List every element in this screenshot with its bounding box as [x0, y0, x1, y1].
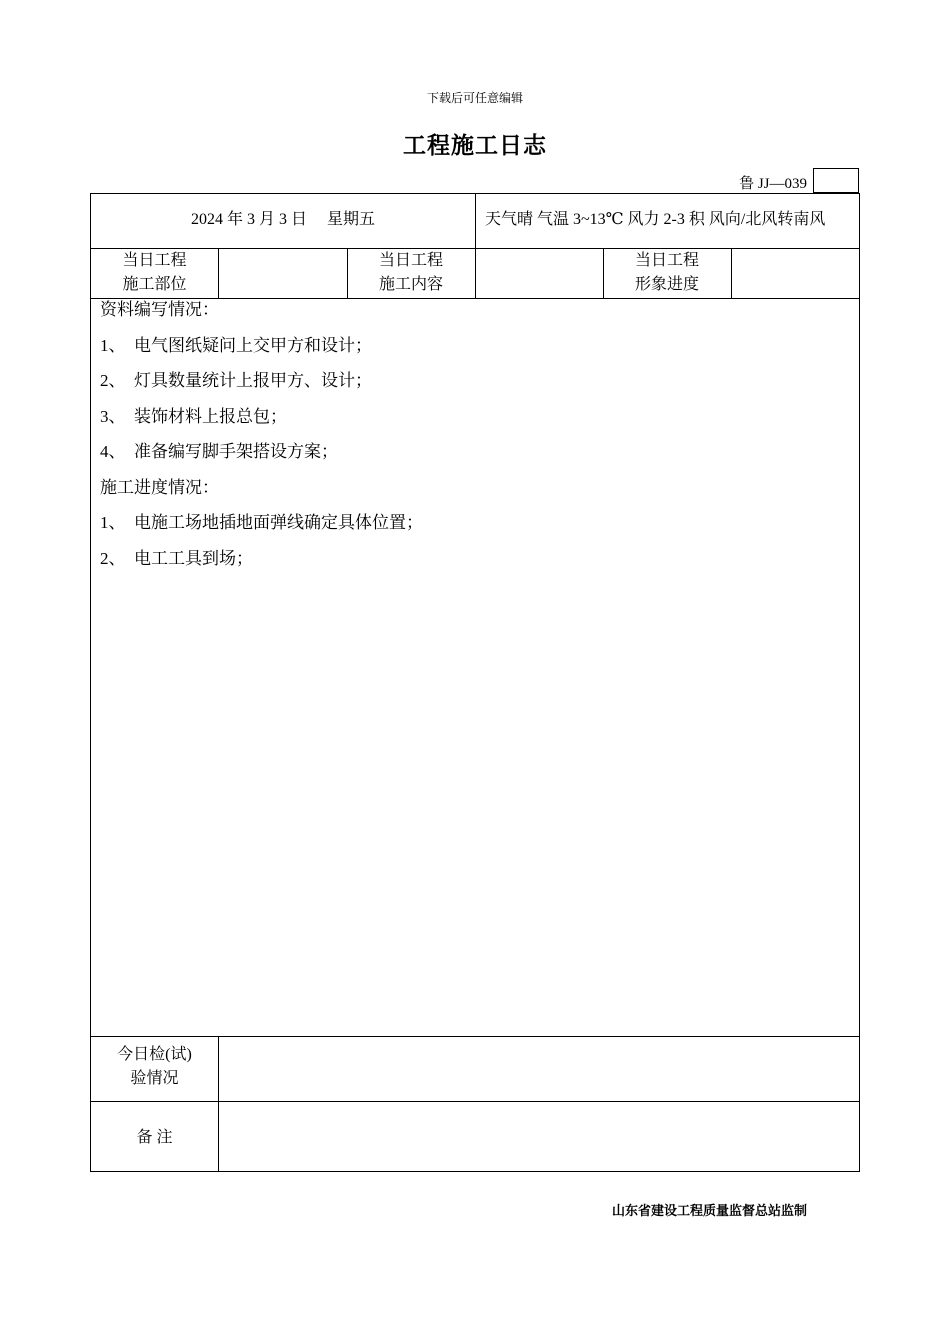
item-text: 电气图纸疑问上交甲方和设计； [134, 335, 372, 355]
label-remarks: 备 注 [136, 1129, 173, 1146]
label-progress [603, 249, 731, 297]
date-cell[interactable]: 2024 年 3 月 3 日 星期五 [190, 211, 375, 228]
label-construction-content [347, 249, 475, 297]
item-number: 2、 [100, 371, 126, 390]
list-item [100, 369, 423, 405]
log-table [90, 193, 860, 1172]
col-divider [475, 194, 476, 248]
weather-cell[interactable]: 天气晴 气温 3~13℃ 风力 2-3 积 风向/北风转南风 [485, 211, 826, 228]
item-number: 1、 [100, 513, 126, 532]
form-code-box[interactable] [813, 168, 859, 193]
item-text: 灯具数量统计上报甲方、设计； [134, 371, 372, 390]
log-content[interactable] [100, 298, 423, 582]
list-item [100, 440, 423, 476]
item-text: 电工工具到场； [134, 548, 253, 568]
label-line: 当日工程 [378, 252, 443, 269]
label-construction-part [91, 249, 218, 297]
list-item [100, 547, 423, 583]
label-line: 施工内容 [378, 276, 443, 293]
label-line: 验情况 [130, 1070, 179, 1087]
label-inspection [91, 1043, 218, 1091]
form-code: 鲁 JJ—039 [739, 176, 807, 192]
construction-content-value[interactable] [476, 249, 603, 297]
list-item [100, 511, 423, 547]
item-number: 4、 [100, 442, 126, 461]
section-title-documents: 资料编写情况： [100, 300, 219, 319]
item-number: 2、 [100, 548, 126, 568]
label-line: 当日工程 [122, 252, 187, 269]
progress-value[interactable] [732, 249, 859, 297]
top-note: 下载后可任意编辑 [426, 91, 523, 105]
item-number: 1、 [100, 335, 126, 355]
label-line: 施工部位 [122, 276, 187, 293]
list-item [100, 334, 423, 370]
section-title-progress: 施工进度情况： [100, 477, 219, 497]
label-line: 当日工程 [634, 252, 699, 269]
inspection-value[interactable] [219, 1037, 859, 1100]
item-text: 装饰材料上报总包； [134, 406, 287, 426]
remarks-value[interactable] [219, 1102, 859, 1171]
construction-part-value[interactable] [219, 249, 347, 297]
item-text: 准备编写脚手架搭设方案； [134, 442, 338, 461]
page-title: 工程施工日志 [403, 133, 547, 159]
item-text: 电施工场地插地面弹线确定具体位置； [134, 513, 423, 532]
list-item [100, 405, 423, 441]
item-number: 3、 [100, 406, 126, 426]
label-line: 形象进度 [634, 276, 699, 293]
label-line: 今日检(试) [117, 1046, 192, 1063]
footer-issuer: 山东省建设工程质量监督总站监制 [611, 1204, 807, 1219]
